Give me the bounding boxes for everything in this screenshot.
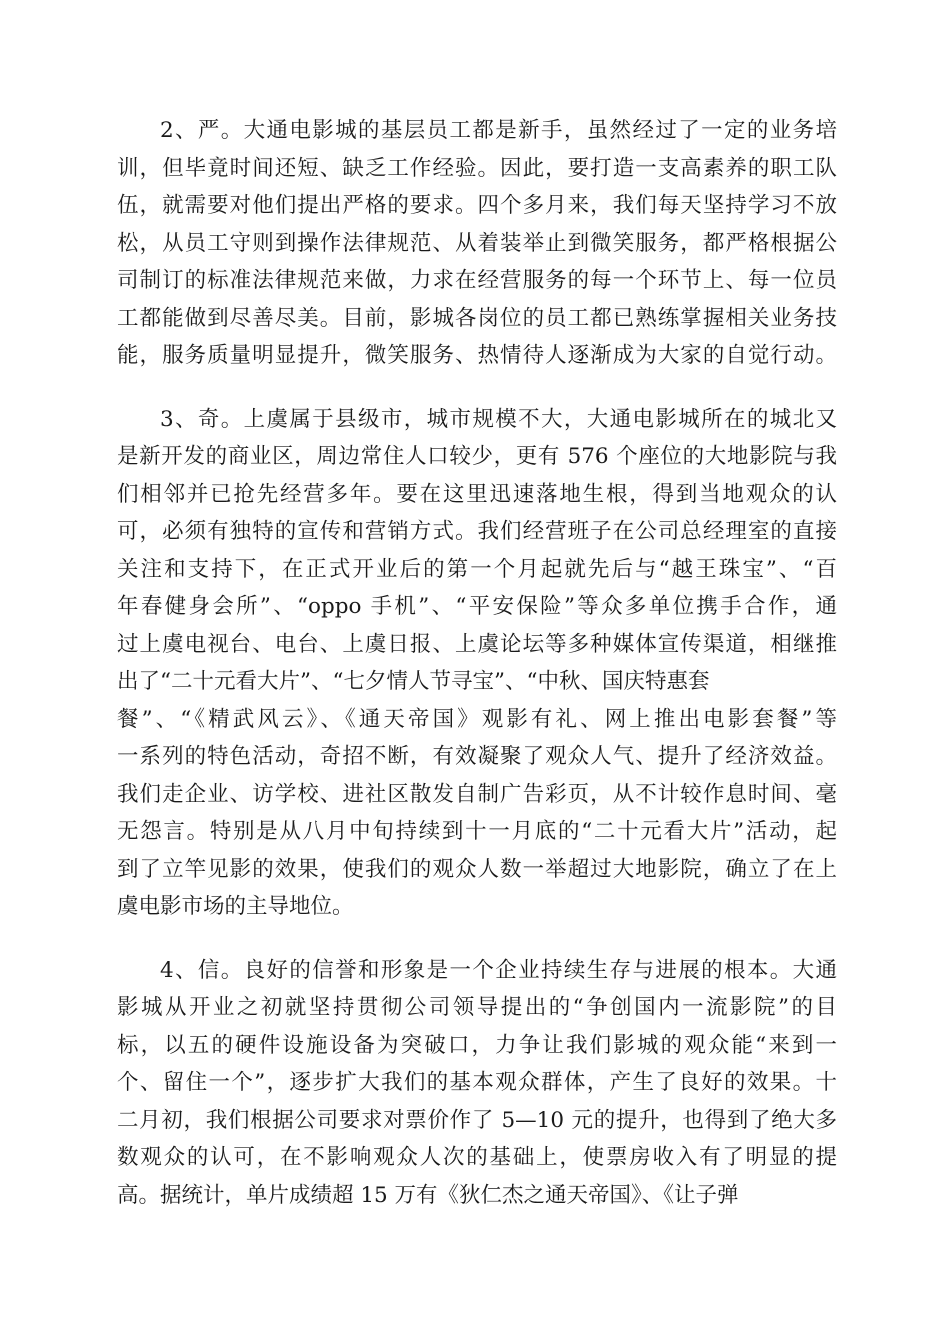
text-line: 数观众的认可，在不影响观众人次的基础上，使票房收入有了明显的提 <box>117 1145 837 1170</box>
text-line: 二月初，我们根据公司要求对票价作了 5—10 元的提升，也得到了绝大多 <box>117 1107 837 1133</box>
text-line: 们相邻并已抢先经营多年。要在这里迅速落地生根，得到当地观众的认 <box>117 481 837 507</box>
text-line: 2、严。大通电影城的基层员工都是新手，虽然经过了一定的业务培 <box>160 118 837 143</box>
text-line: 伍，就需要对他们提出严格的要求。四个多月来，我们每天坚持学习不放 <box>117 193 837 218</box>
text-line: 高。据统计，单片成绩超 15 万有《狄仁杰之通天帝国》、《让子弹 <box>117 1182 739 1208</box>
text-line: 训，但毕竟时间还短、缺乏工作经验。因此，要打造一支高素养的职工队 <box>117 155 837 181</box>
text-line: 到了立竿见影的效果，使我们的观众人数一举超过大地影院，确立了在上 <box>117 856 837 882</box>
text-line: 标，以五的硬件设施设备为突破口，力争让我们影城的观众能“来到一 <box>117 1032 837 1058</box>
text-line: 年春健身会所”、“oppo 手机”、“平安保险”等众多单位携手合作，通 <box>117 594 837 619</box>
text-line: 可，必须有独特的宣传和营销方式。我们经营班子在公司总经理室的直接 <box>117 519 837 544</box>
paragraph-yan <box>117 112 837 375</box>
text-line: 餐”、“《精武风云》、《通天帝国》观影有礼、网上推出电影套餐”等 <box>117 706 837 732</box>
text-line: 无怨言。特别是从八月中旬持续到十一月底的“二十元看大片”活动，起 <box>117 819 837 844</box>
paragraph-qi <box>117 401 837 926</box>
text-line: 是新开发的商业区，周边常住人口较少，更有 576 个座位的大地影院与我 <box>117 444 837 469</box>
text-line: 3、奇。上虞属于县级市，城市规模不大，大通电影城所在的城北又 <box>160 406 837 432</box>
text-line: 我们走企业、访学校、进社区散发自制广告彩页，从不计较作息时间、毫 <box>117 781 837 807</box>
text-line: 一系列的特色活动，奇招不断，有效凝聚了观众人气、提升了经济效益。 <box>117 744 837 769</box>
text-line: 个、留住一个”，逐步扩大我们的基本观众群体，产生了良好的效果。十 <box>117 1070 837 1095</box>
text-line: 出了“二十元看大片”、“七夕情人节寻宝”、“中秋、国庆特惠套 <box>117 669 710 694</box>
text-line: 松，从员工守则到操作法律规范、从着装举止到微笑服务，都严格根据公 <box>117 230 837 256</box>
text-line: 过上虞电视台、电台、上虞日报、上虞论坛等多种媒体宣传渠道，相继推 <box>117 631 837 657</box>
text-line: 工都能做到尽善尽美。目前，影城各岗位的员工都已熟练掌握相关业务技 <box>117 305 837 331</box>
text-line: 司制订的标准法律规范来做，力求在经营服务的每一个环节上、每一位员 <box>117 268 837 293</box>
document-body <box>117 112 837 1240</box>
paragraph-xin <box>117 952 837 1215</box>
text-line: 4、信。良好的信誉和形象是一个企业持续生存与进展的根本。大通 <box>160 957 837 983</box>
text-line: 影城从开业之初就坚持贯彻公司领导提出的“争创国内一流影院”的目 <box>117 995 837 1020</box>
text-line: 虞电影市场的主导地位。 <box>117 894 354 919</box>
text-line: 能，服务质量明显提升，微笑服务、热情待人逐渐成为大家的自觉行动。 <box>117 343 837 368</box>
text-line: 关注和支持下，在正式开业后的第一个月起就先后与“越王珠宝”、“百 <box>117 556 837 582</box>
